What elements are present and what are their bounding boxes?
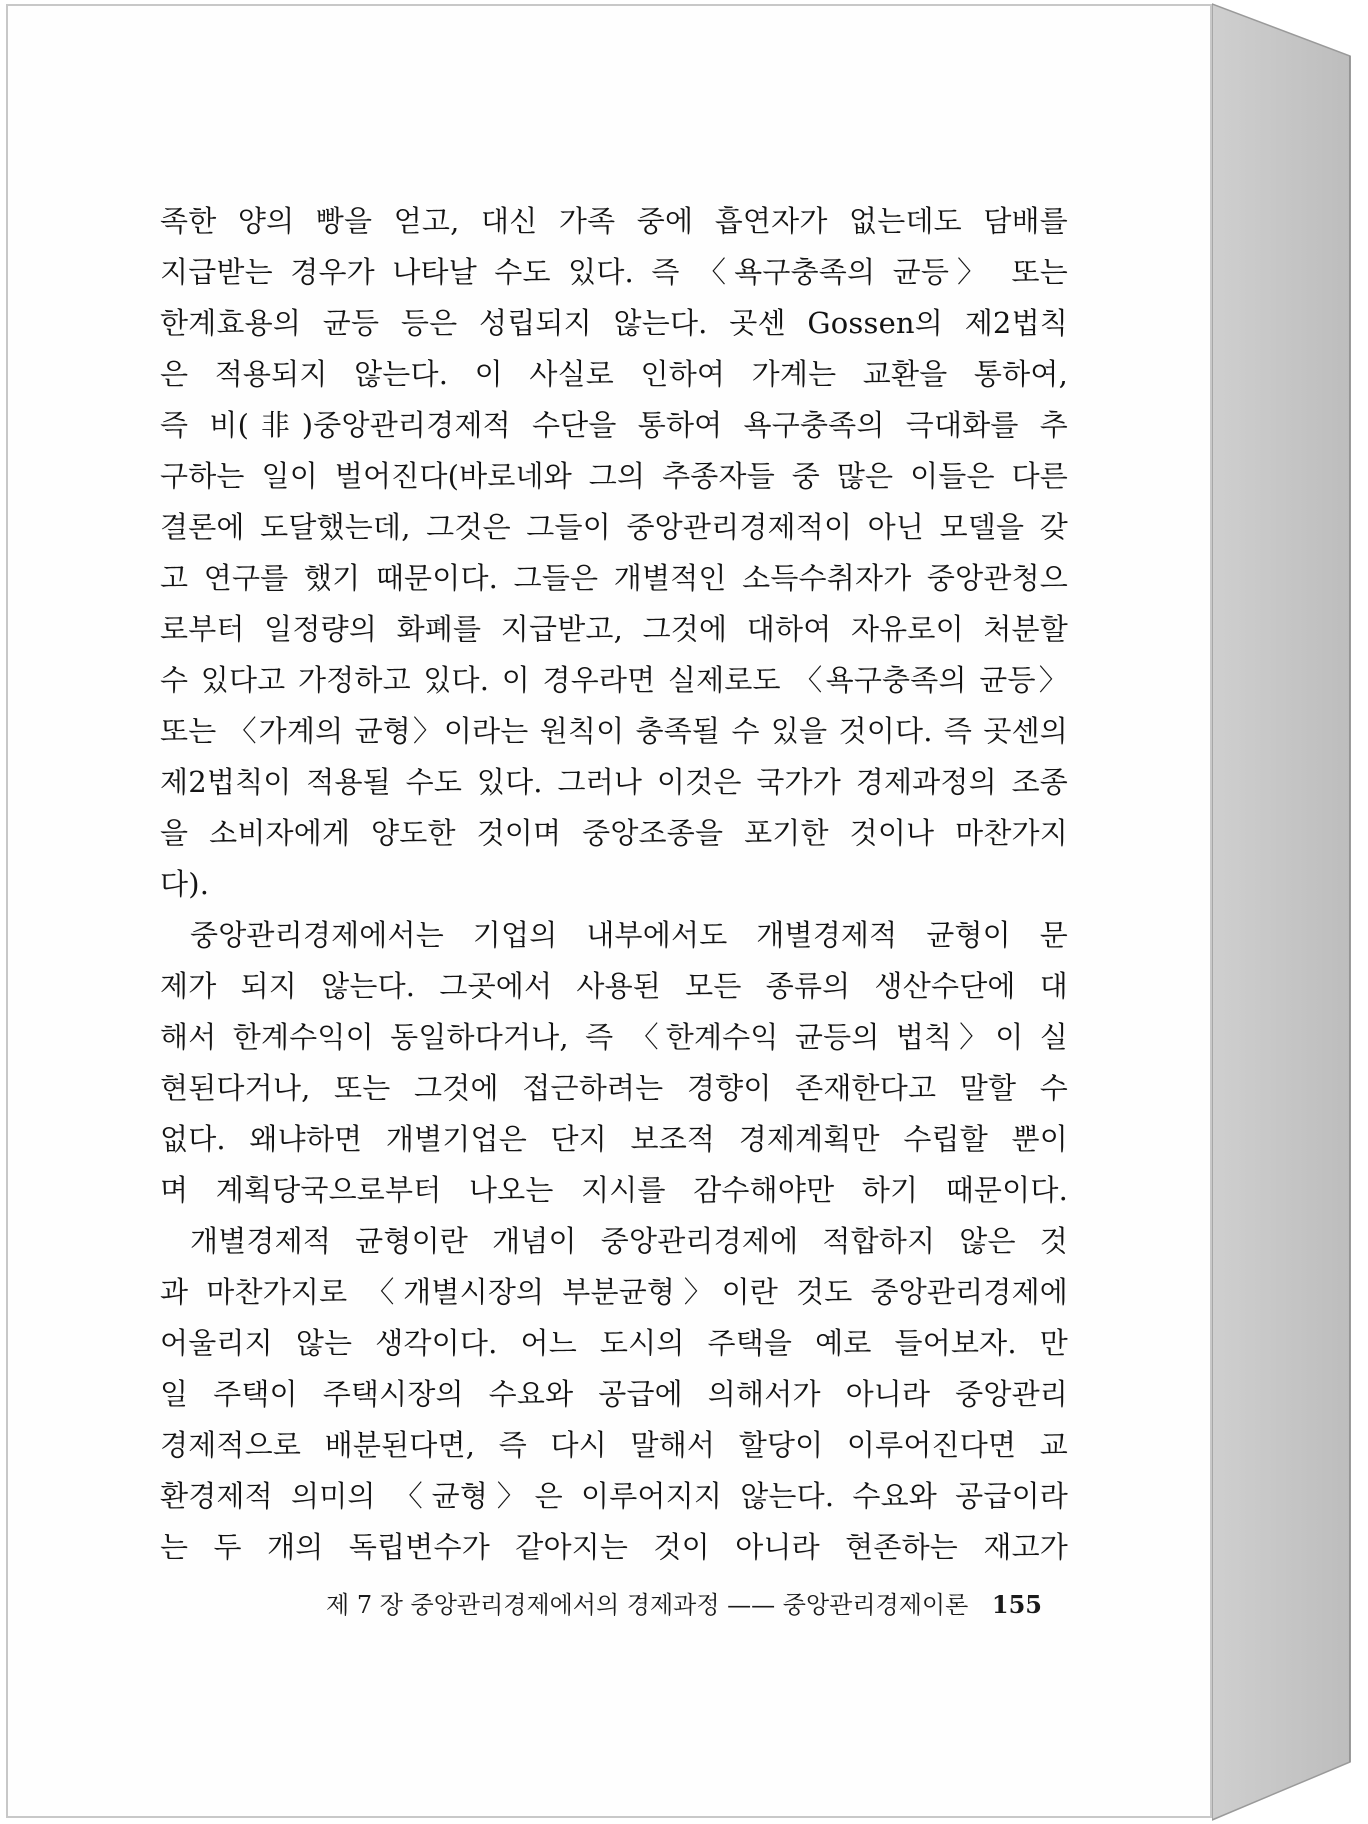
text-line: 일 주택이 주택시장의 수요와 공급에 의해서가 아니라 중앙관리 [160,1377,1068,1411]
book-edge [1212,0,1362,1824]
running-footer [326,1585,1042,1625]
body-text [160,196,1068,1573]
text-line: 결론에 도달했는데, 그것은 그들이 중앙관리경제적이 아닌 모델을 갖 [160,510,1068,544]
paragraph-1 [160,196,1068,910]
text-line: 을 소비자에게 양도한 것이며 중앙조종을 포기한 것이나 마찬가지 [160,816,1068,850]
chapter-title: 제 7 장 중앙관리경제에서의 경제과정 —— 중앙관리경제이론 [326,1591,969,1619]
text-line: 개별경제적 균형이란 개념이 중앙관리경제에 적합하지 않은 것 [190,1224,1068,1258]
text-line: 제가 되지 않는다. 그곳에서 사용된 모든 종류의 생산수단에 대 [160,969,1068,1003]
text-line: 족한 양의 빵을 얻고, 대신 가족 중에 흡연자가 없는데도 담배를 [160,204,1068,238]
text-line: 해서 한계수익이 동일하다거나, 즉 〈한계수익 균등의 법칙〉이 실 [160,1020,1068,1054]
text-line: 환경제적 의미의 〈균형〉은 이루어지지 않는다. 수요와 공급이라 [160,1479,1068,1513]
text-line: 지급받는 경우가 나타날 수도 있다. 즉 〈욕구충족의 균등〉 또는 [160,255,1068,289]
text-line: 없다. 왜냐하면 개별기업은 단지 보조적 경제계획만 수립할 뿐이 [160,1122,1068,1156]
page-number: 155 [991,1590,1042,1619]
text-line: 다). [160,867,210,901]
text-line: 로부터 일정량의 화폐를 지급받고, 그것에 대하여 자유로이 처분할 [160,612,1068,646]
text-line: 수 있다고 가정하고 있다. 이 경우라면 실제로도 〈욕구충족의 균등〉 [160,663,1068,697]
paragraph-3 [160,1216,1068,1573]
text-line: 경제적으로 배분된다면, 즉 다시 말해서 할당이 이루어진다면 교 [160,1428,1068,1462]
text-line: 어울리지 않는 생각이다. 어느 도시의 주택을 예로 들어보자. 만 [160,1326,1068,1360]
paragraph-2 [160,910,1068,1216]
text-line: 제2법칙이 적용될 수도 있다. 그러나 이것은 국가가 경제과정의 조종 [160,765,1068,799]
text-line: 현된다거나, 또는 그것에 접근하려는 경향이 존재한다고 말할 수 [160,1071,1068,1105]
text-line: 는 두 개의 독립변수가 같아지는 것이 아니라 현존하는 재고가 [160,1530,1068,1564]
text-line: 며 계획당국으로부터 나오는 지시를 감수해야만 하기 때문이다. [160,1173,1068,1207]
text-line: 은 적용되지 않는다. 이 사실로 인하여 가계는 교환을 통하여, [160,357,1068,391]
text-line: 고 연구를 했기 때문이다. 그들은 개별적인 소득수취자가 중앙관청으 [160,561,1068,595]
text-line: 한계효용의 균등 등은 성립되지 않는다. 곳센 Gossen의 제2법칙 [160,306,1068,340]
text-line: 또는 〈가계의 균형〉이라는 원칙이 충족될 수 있을 것이다. 즉 곳센의 [160,714,1068,748]
text-line: 구하는 일이 벌어진다(바로네와 그의 추종자들 중 많은 이들은 다른 [160,459,1068,493]
text-line: 중앙관리경제에서는 기업의 내부에서도 개별경제적 균형이 문 [190,918,1068,952]
text-line: 즉 비(非)중앙관리경제적 수단을 통하여 욕구충족의 극대화를 추 [160,408,1068,442]
text-line: 과 마찬가지로 〈개별시장의 부분균형〉이란 것도 중앙관리경제에 [160,1275,1068,1309]
